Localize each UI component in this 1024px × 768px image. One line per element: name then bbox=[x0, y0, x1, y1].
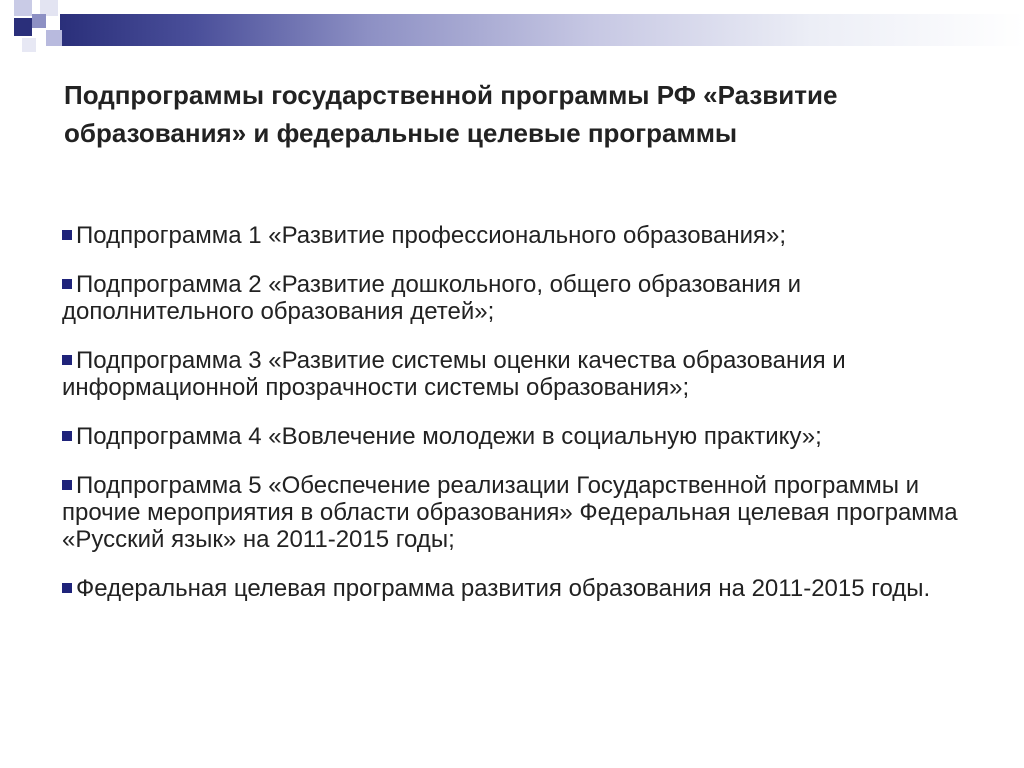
list-item bbox=[62, 575, 982, 602]
list-item-text: Подпрограмма 2 «Развитие дошкольного, общего образования и дополнительного образования детей»; bbox=[62, 271, 801, 325]
list-item-text: Федеральная целевая программа развития образования на 2011-2015 годы. bbox=[76, 575, 931, 602]
list-item-text: Подпрограмма 1 «Развитие профессионального образования»; bbox=[76, 222, 787, 249]
list-item bbox=[62, 472, 982, 553]
list-item-text: Подпрограмма 4 «Вовлечение молодежи в социальную практику»; bbox=[76, 423, 822, 450]
list-item-text: Подпрограмма 5 «Обеспечение реализации Государственной программы и прочие мероприятия в области образования» Федеральная целевая программа «Русский язык» на 2011-2015 годы; bbox=[62, 472, 958, 553]
list-item-text: Подпрограмма 3 «Развитие системы оценки качества образования и информационной прозрачности системы образования»; bbox=[62, 347, 846, 401]
list-item bbox=[62, 423, 982, 450]
square-bullet-icon bbox=[62, 355, 72, 365]
header-gradient-band bbox=[60, 14, 1024, 46]
square-bullet-icon bbox=[62, 583, 72, 593]
square-bullet-icon bbox=[62, 480, 72, 490]
decorative-squares-icon bbox=[0, 0, 80, 64]
list-item bbox=[62, 222, 982, 249]
square-bullet-icon bbox=[62, 431, 72, 441]
slide-title: Подпрограммы государственной программы РФ «Развитие образования» и федеральные целевые программы bbox=[64, 80, 838, 148]
list-item bbox=[62, 347, 982, 401]
square-bullet-icon bbox=[62, 230, 72, 240]
bullet-list bbox=[62, 222, 982, 624]
square-bullet-icon bbox=[62, 279, 72, 289]
list-item bbox=[62, 271, 982, 325]
